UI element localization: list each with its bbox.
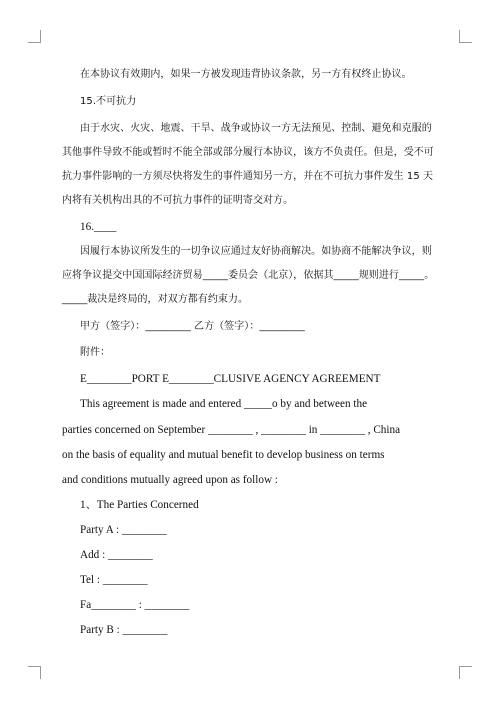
- paragraph-line: 由于水灾、火灾、地震、干旱、战争或协议一方无法预见、控制、避免和克服的: [80, 123, 432, 134]
- attachment-label: 附件：: [80, 347, 111, 358]
- paragraph-line: parties concerned on September ________ , ________ in ________ , China: [62, 424, 401, 436]
- crop-mark-bottom-right: [459, 666, 472, 679]
- agreement-title: E________PORT E________CLUSIVE AGENCY AGREEMENT: [80, 373, 381, 385]
- telephone-field: Tel : ________: [80, 574, 148, 586]
- crop-mark-bottom-left: [28, 666, 41, 679]
- paragraph-line: _____裁决是终局的，对双方都有约束力。: [62, 294, 249, 305]
- paragraph-line: and conditions mutually agreed upon as follow :: [62, 474, 278, 486]
- paragraph-line: 其他事件导致不能或暂时不能全部或部分履行本协议，该方不负责任。但是，受不可: [62, 147, 434, 158]
- section-heading-parties: 1、The Parties Concerned: [80, 499, 199, 511]
- paragraph-line: This agreement is made and entered _____o by and between the: [80, 398, 368, 410]
- paragraph-line: on the basis of equality and mutual benefit to develop business on terms: [62, 449, 385, 461]
- fax-field: Fa________ : ________: [80, 599, 190, 611]
- signature-line: 甲方（签字）：_________ 乙方（签字）：_________: [80, 321, 305, 332]
- party-b-field: Party B : ________: [80, 624, 168, 636]
- paragraph-line: 因履行本协议所发生的一切争议应通过友好协商解决。如协商不能解决争议，则: [80, 246, 432, 257]
- address-field: Add : ________: [80, 549, 153, 561]
- paragraph-line: 应将争议提交中国国际经济贸易_____委员会（北京），依据其_____规则进行_____。: [62, 270, 435, 281]
- paragraph-line: 抗力事件影响的一方须尽快将发生的事件通知另一方，并在不可抗力事件发生 15 天: [62, 171, 434, 182]
- paragraph-line: 在本协议有效期内，如果一方被发现违背协议条款，另一方有权终止协议。: [80, 69, 412, 80]
- crop-mark-top-left: [28, 30, 41, 43]
- section-heading-force-majeure: 15.不可抗力: [80, 96, 137, 107]
- section-heading-16: 16.____: [80, 221, 117, 233]
- paragraph-line: 内将有关机构出具的不可抗力事件的证明寄交对方。: [62, 195, 294, 206]
- party-a-field: Party A : ________: [80, 524, 167, 536]
- crop-mark-top-right: [459, 30, 472, 43]
